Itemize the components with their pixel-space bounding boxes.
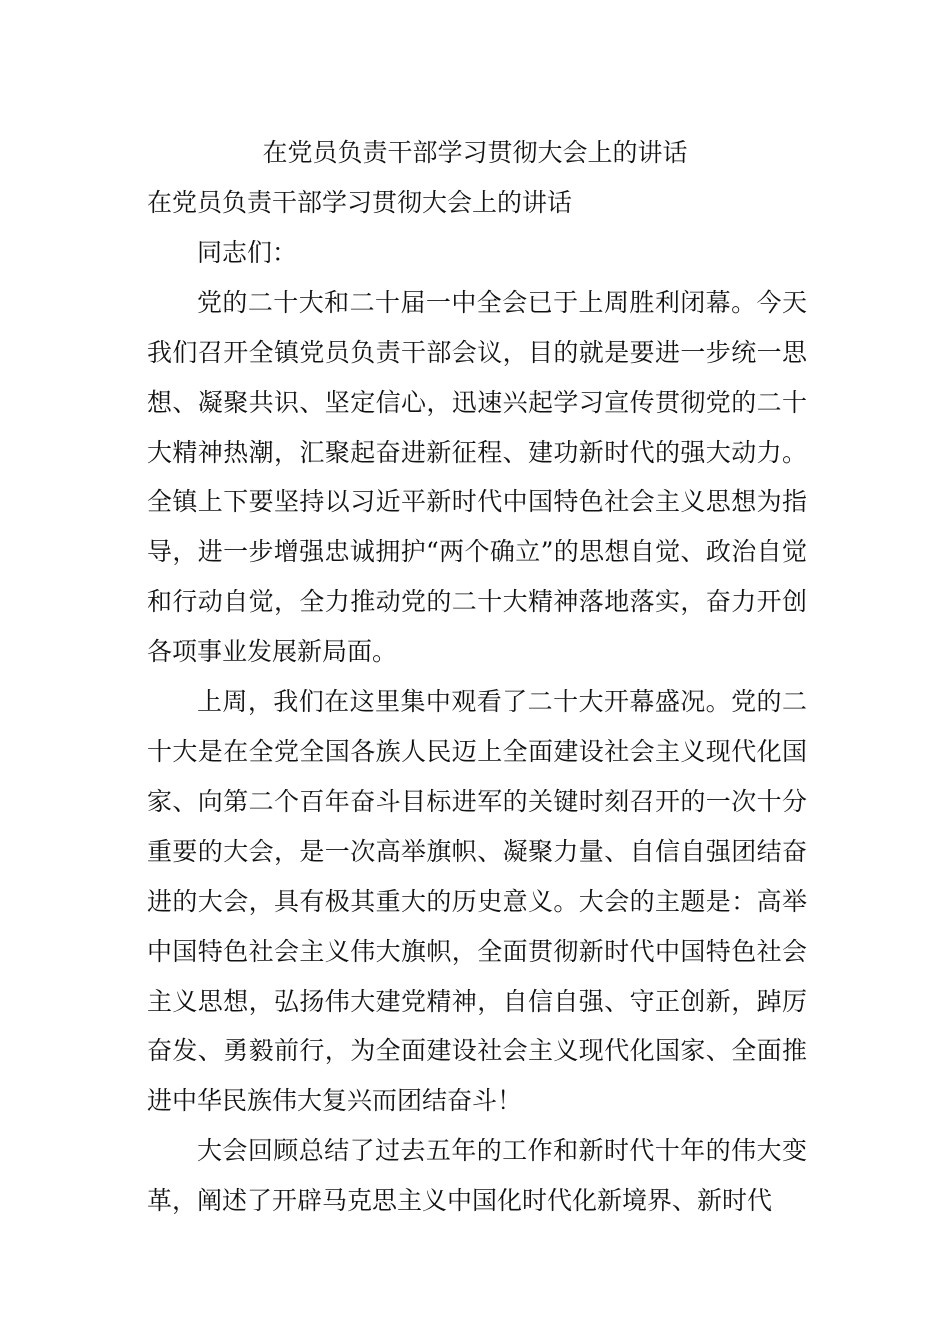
paragraph-2: 上周，我们在这里集中观看了二十大开幕盛况。党的二十大是在全党全国各族人民迈上全面建设社会主义现代化国家、向第二个百年奋斗目标进军的关键时刻召开的一次十分重要的大会，是一次高举旗帜、凝聚力量、自信自强团结奋进的大会，具有极其重大的历史意义。大会的主题是：高举中国特色社会主义伟大旗帜，全面贯彻新时代中国特色社会主义思想，弘扬伟大建党精神，自信自强、守正创新，踔厉奋发、勇毅前行，为全面建设社会主义现代化国家、全面推进中华民族伟大复兴而团结奋斗！ (147, 687, 807, 1116)
salutation: 同志们： (197, 237, 298, 267)
document-subtitle: 在党员负责干部学习贯彻大会上的讲话 (147, 188, 573, 217)
document-title: 在党员负责干部学习贯彻大会上的讲话 (262, 138, 688, 167)
paragraph-1: 党的二十大和二十届一中全会已于上周胜利闭幕。今天我们召开全镇党员负责干部会议，目的就是要进一步统一思想、凝聚共识、坚定信心，迅速兴起学习宣传贯彻党的二十大精神热潮，汇聚起奋进新征程、建功新时代的强大动力。全镇上下要坚持以习近平新时代中国特色社会主义思想为指导，进一步增强忠诚拥护“两个确立”的思想自觉、政治自觉和行动自觉，全力推动党的二十大精神落地落实，奋力开创各项事业发展新局面。 (147, 287, 807, 667)
document-body (147, 178, 807, 1226)
paragraph-3: 大会回顾总结了过去五年的工作和新时代十年的伟大变革，阐述了开辟马克思主义中国化时代化新境界、新时代 (147, 1136, 807, 1216)
